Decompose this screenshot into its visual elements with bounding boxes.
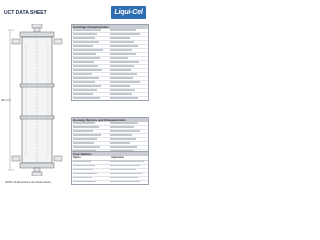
- brand-logo: [111, 6, 146, 19]
- contactor-drawing: [6, 24, 70, 176]
- datasheet-page: [0, 0, 149, 198]
- table-row: [72, 97, 148, 100]
- cartridge-table-title: Cartridge Characteristics: [72, 25, 148, 29]
- application-column-header: Application: [111, 156, 125, 160]
- drawing-note: NOTE: All dimensions are shown above.: [5, 181, 52, 184]
- cartridge-characteristics-table: [71, 24, 149, 101]
- housing-table-title: Housing Options and Characteristics: [72, 118, 148, 122]
- user-options-table: [71, 151, 149, 185]
- housing-options-table: [71, 117, 149, 154]
- option-column-header: Option: [73, 156, 81, 160]
- table-row: [72, 181, 148, 184]
- page-title: UCT DATA SHEET: [4, 10, 47, 16]
- user-options-title: User Options: [72, 152, 148, 156]
- brand-logo-text: Liqui-Cel: [114, 9, 143, 16]
- length-dimension-label: (29.1 in): [1, 99, 11, 102]
